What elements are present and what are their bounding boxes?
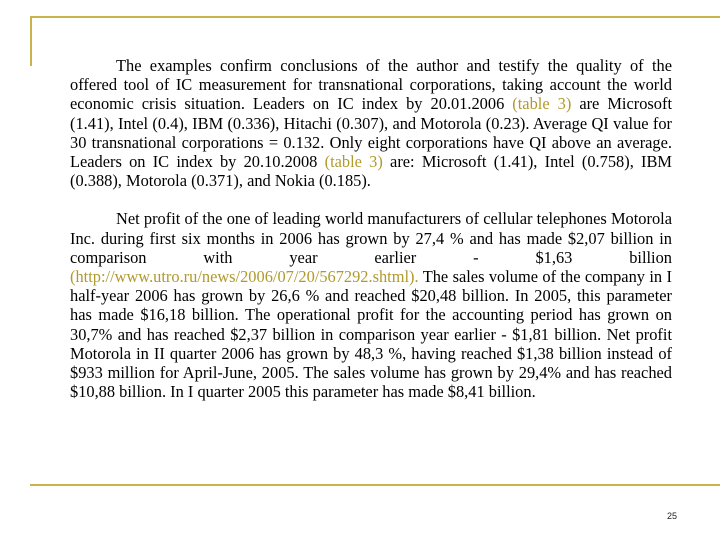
paragraph-text: are: Microsoft (1.41), Intel (0.758), IBM (0.388), Motorola (0.371), and Nokia (0.185).	[70, 152, 672, 191]
source-link[interactable]: (http://www.utro.ru/news/2006/07/20/567292.shtml).	[70, 267, 419, 287]
paragraph-text: The examples confirm conclusions of the author and testify the quality of the offered tool of IC measurement for transnational corporations, taking account the world economic crisis situation. Leaders on IC index by 20.01.2006	[70, 56, 672, 114]
page-number: 25	[666, 511, 677, 521]
paragraph-text: Net profit of the one of leading world manufacturers of cellular telephones Motorola Inc. during first six months in 2006 has grown by 27,4 % and has made $2,07 billion in comparison with year earlier - $1,63 billion	[70, 209, 672, 267]
slide-body	[70, 56, 672, 401]
paragraph-text: are Microsoft (1.41), Intel (0.4), IBM (0.336), Hitachi (0.307), and Motorola (0.23). Average QI value for 30 transnational corporations = 0.132. Only eight corporations have QI above an average. Leaders on IC index by 20.10.2008	[70, 94, 672, 172]
paragraph-text: The sales volume of the company in I half-year 2006 has grown by 26,6 % and reached $20,48 billion. In 2005, this parameter has made $16,18 billion. The operational profit for the accounting period has grown on 30,7% and has reached $2,37 billion in comparison year earlier - $1,81 billion. Net profit Motorola in II quarter 2006 has grown by 48,3 %, having reached $1,38 billion instead of $933 million for April-June, 2005. The sales volume has grown by 29,4% and has reached $10,88 billion. In I quarter 2005 this parameter has made $8,41 billion.	[70, 267, 672, 402]
paragraph-motorola-profit	[70, 209, 672, 401]
table-reference: (table 3)	[512, 94, 572, 114]
frame-bottom-rule	[30, 484, 720, 486]
frame-top-rule	[30, 16, 720, 18]
table-reference: (table 3)	[324, 152, 383, 172]
frame-left-rule	[30, 16, 32, 66]
paragraph-ic-leaders	[70, 56, 672, 190]
